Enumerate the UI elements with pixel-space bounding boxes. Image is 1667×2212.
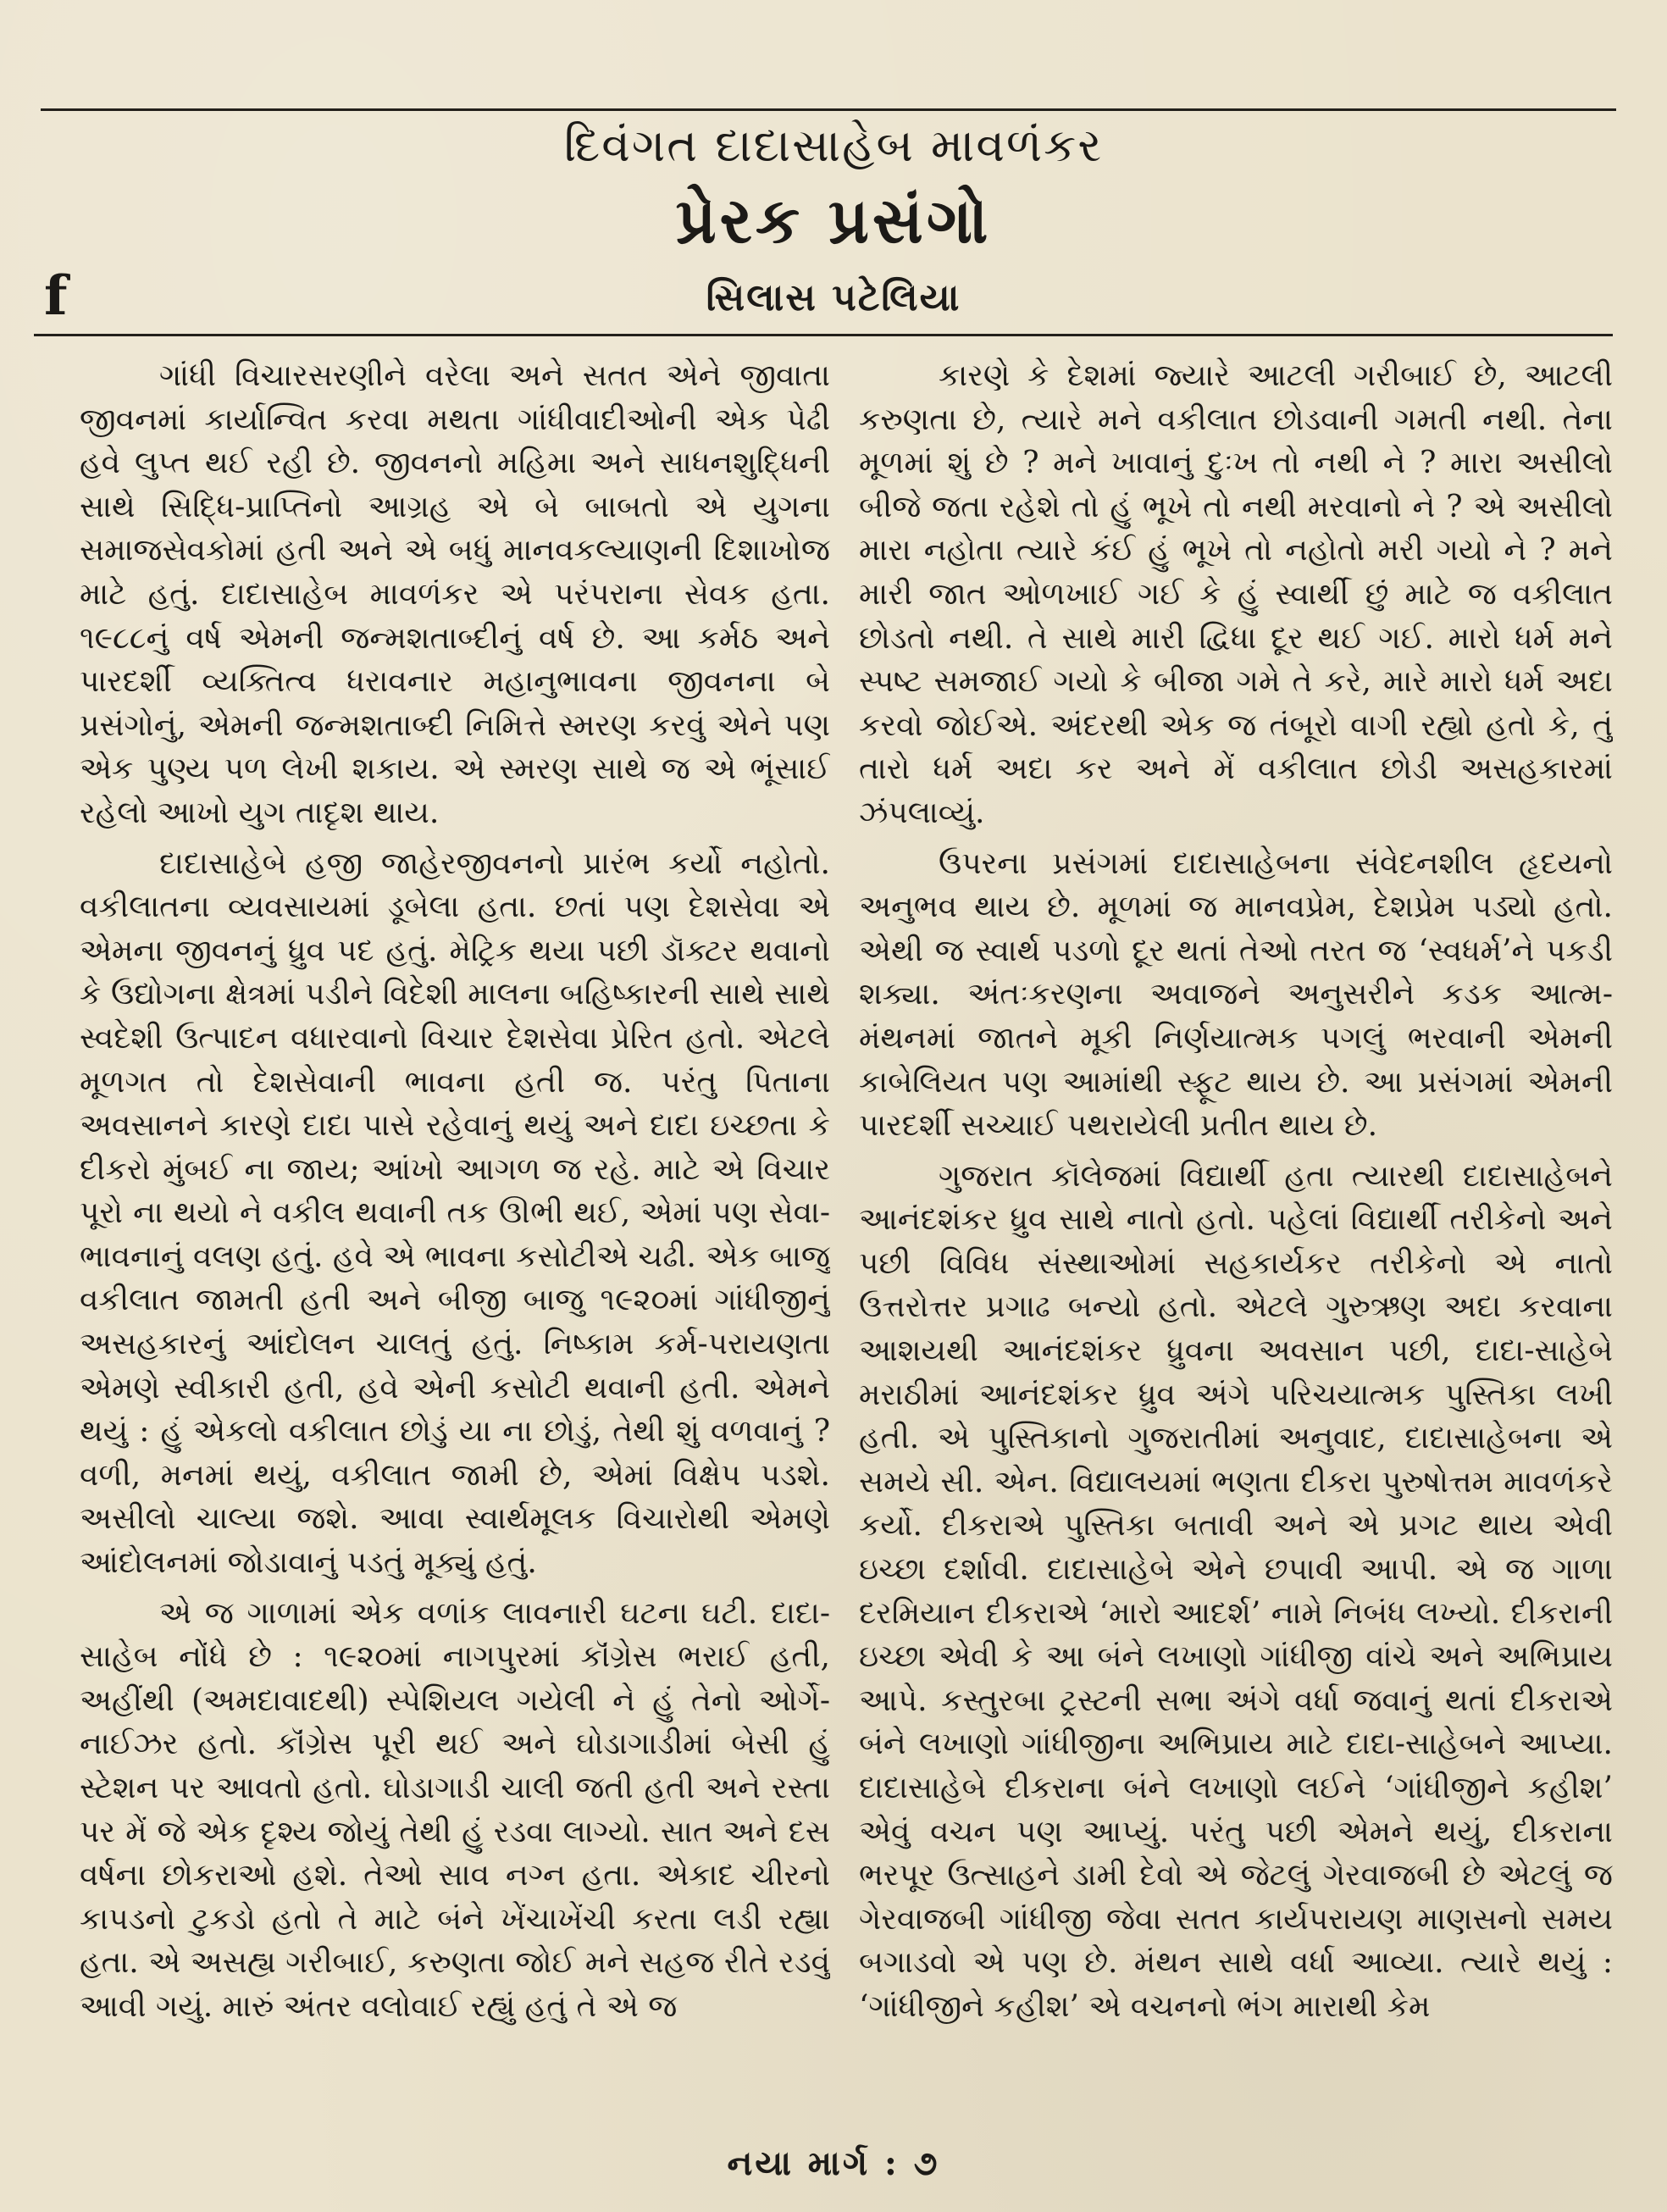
header-rule (34, 334, 1613, 336)
article-author: સિલાસ પટેલિયા (706, 276, 961, 319)
paragraph: દાદાસાહેબે હજી જાહેરજીવનનો પ્રારંભ કર્યો નહોતો. વકીલાતના વ્યવસાયમાં ડૂબેલા હતા. છતાં પણ દેશસેવા એ એમના જીવનનું ધ્રુવ પદ હતું. મેટ્રિક થયા પછી ડૉક્ટર થવાનો કે ઉદ્યોગના ક્ષેત્રમાં પડીને વિદેશી માલના બહિષ્કારની સાથે સાથે સ્વદેશી ઉત્પાદન વધારવાનો વિચાર દેશસેવા પ્રેરિત હતો. એટલે મૂળગત તો દેશસેવાની ભાવના હતી જ. પરંતુ પિતાના અવસાનને કારણે દાદા પાસે રહેવાનું થયું અને દાદા ઇચ્છતા કે દીકરો મુંબઈ ના જાય; આંખો આગળ જ રહે. માટે એ વિચાર પૂરો ના થયો ને વકીલ થવાની તક ઊભી થઈ, એમાં પણ સેવા-ભાવનાનું વલણ હતું. હવે એ ભાવના કસોટીએ ચઢી. એક બાજુ વકીલાત જામતી હતી અને બીજી બાજુ ૧૯૨૦માં ગાંધીજીનું અસહકારનું આંદોલન ચાલતું હતું. નિષ્કામ કર્મ-પરાયણતા એમણે સ્વીકારી હતી, હવે એની કસોટી થવાની હતી. એમને થયું : હું એકલો વકીલાત છોડું યા ના છોડું, તેથી શું વળવાનું ? વળી, મનમાં થયું, વકીલાત જામી છે, એમાં વિક્ષેપ પડશે. અસીલો ચાલ્યા જશે. આવા સ્વાર્થમૂલક વિચારોથી એમણે આંદોલનમાં જોડાવાનું પડતું મૂક્યું હતું. (80, 845, 830, 1581)
paragraph: ગુજરાત કૉલેજમાં વિદ્યાર્થી હતા ત્યારથી દાદાસાહેબને આનંદશંકર ધ્રુવ સાથે નાતો હતો. પહેલાં વિદ્યાર્થી તરીકેનો અને પછી વિવિધ સંસ્થાઓમાં સહકાર્યકર તરીકેનો એ નાતો ઉત્તરોત્તર પ્રગાઢ બન્યો હતો. એટલે ગુરુઋણ અદા કરવાના આશયથી આનંદશંકર ધ્રુવના અવસાન પછી, દાદા-સાહેબે મરાઠીમાં આનંદશંકર ધ્રુવ અંગે પરિચયાત્મક પુસ્તિકા લખી હતી. એ પુસ્તિકાનો ગુજરાતીમાં અનુવાદ, દાદાસાહેબના એ સમયે સી. એન. વિદ્યાલયમાં ભણતા દીકરા પુરુષોત્તમ માવળંકરે કર્યો. દીકરાએ પુસ્તિકા બતાવી અને એ પ્રગટ થાય એવી ઇચ્છા દર્શાવી. દાદાસાહેબે એને છપાવી આપી. એ જ ગાળા દરમિયાન દીકરાએ ‘મારો આદર્શ’ નામે નિબંધ લખ્યો. દીકરાની ઇચ્છા એવી કે આ બંને લખાણો ગાંધીજી વાંચે અને અભિપ્રાય આપે. કસ્તુરબા ટ્રસ્ટની સભા અંગે વર્ધા જવાનું થતાં દીકરાએ બંને લખાણો ગાંધીજીના અભિપ્રાય માટે દાદા-સાહેબને આપ્યા. દાદાસાહેબે દીકરાના બંને લખાણો લઈને ‘ગાંધીજીને કહીશ’ એવું વચન પણ આપ્યું. પરંતુ પછી એમને થયું, દીકરાના ભરપૂર ઉત્સાહને ડામી દેવો એ જેટલું ગેરવાજબી છે એટલું જ ગેરવાજબી ગાંધીજી જેવા સતત કાર્યપરાયણ માણસનો સમય બગાડવો એ પણ છે. મંથન સાથે વર્ધા આવ્યા. ત્યારે થયું : ‘ગાંધીજીને કહીશ’ એ વચનનો ભંગ મારાથી કેમ (859, 1158, 1613, 2024)
margin-mark: f (44, 264, 68, 328)
paragraph: ઉપરના પ્રસંગમાં દાદાસાહેબના સંવેદનશીલ હૃદયનો અનુભવ થાય છે. મૂળમાં જ માનવપ્રેમ, દેશપ્રેમ પડ્યો હતો. એથી જ સ્વાર્થ પડળો દૂર થતાં તેઓ તરત જ ‘સ્વધર્મ’ને પકડી શક્યા. અંતઃકરણના અવાજને અનુસરીને કડક આત્મ-મંથનમાં જાતને મૂકી નિર્ણયાત્મક પગલું ભરવાની એમની કાબેલિયત પણ આમાંથી સ્ફૂટ થાય છે. આ પ્રસંગમાં એમની પારદર્શી સચ્ચાઈ પથરાયેલી પ્રતીત થાય છે. (859, 845, 1613, 1144)
left-column (80, 354, 830, 2125)
right-column (859, 354, 1613, 2125)
article-kicker: દિવંગત દાદાસાહેબ માવળંકર (563, 119, 1104, 172)
top-rule (41, 108, 1616, 111)
paragraph: એ જ ગાળામાં એક વળાંક લાવનારી ઘટના ઘટી. દાદા-સાહેબ નોંધે છે : ૧૯૨૦માં નાગપુરમાં કૉંગ્રેસ ભરાઈ હતી, અહીંથી (અમદાવાદથી) સ્પેશિયલ ગયેલી ને હું તેનો ઓર્ગે-નાઈઝર હતો. કૉંગ્રેસ પૂરી થઈ અને ઘોડાગાડીમાં બેસી હું સ્ટેશન પર આવતો હતો. ઘોડાગાડી ચાલી જતી હતી અને રસ્તા પર મેં જે એક દૃશ્ય જોયું તેથી હું રડવા લાગ્યો. સાત અને દસ વર્ષના છોકરાઓ હશે. તેઓ સાવ નગ્ન હતા. એકાદ ચીરનો કાપડનો ટુકડો હતો તે માટે બંને ખેંચાખેંચી કરતા લડી રહ્યા હતા. એ અસહ્ય ગરીબાઈ, કરુણતા જોઈ મને સહજ રીતે રડવું આવી ગયું. મારું અંતર વલોવાઈ રહ્યું હતું તે એ જ (80, 1595, 830, 2024)
paragraph: ગાંધી વિચારસરણીને વરેલા અને સતત એને જીવાતા જીવનમાં કાર્યાન્વિત કરવા મથતા ગાંધીવાદીઓની એક પેઢી હવે લુપ્ત થઈ રહી છે. જીવનનો મહિમા અને સાધનશુદ્ધિની સાથે સિદ્ધિ-પ્રાપ્તિનો આગ્રહ એ બે બાબતો એ યુગના સમાજસેવકોમાં હતી અને એ બધું માનવકલ્યાણની દિશાખોજ માટે હતું. દાદાસાહેબ માવળંકર એ પરંપરાના સેવક હતા. ૧૯૮૮નું વર્ષ એમની જન્મશતાબ્દીનું વર્ષ છે. આ કર્મઠ અને પારદર્શી વ્યક્તિત્વ ધરાવનાર મહાનુભાવના જીવનના બે પ્રસંગોનું, એમની જન્મશતાબ્દી નિમિત્તે સ્મરણ કરવું એને પણ એક પુણ્ય પળ લેખી શકાય. એ સ્મરણ સાથે જ એ ભૂંસાઈ રહેલો આખો યુગ તાદૃશ થાય. (80, 358, 830, 830)
article-title: પ્રેરક પ્રસંગો (675, 185, 992, 258)
paragraph: કારણે કે દેશમાં જ્યારે આટલી ગરીબાઈ છે, આટલી કરુણતા છે, ત્યારે મને વકીલાત છોડવાની ગમતી નથી. તેના મૂળમાં શું છે ? મને ખાવાનું દુઃખ તો નથી ને ? મારા અસીલો બીજે જતા રહેશે તો હું ભૂખે તો નથી મરવાનો ને ? એ અસીલો મારા નહોતા ત્યારે કંઈ હું ભૂખે તો નહોતો મરી ગયો ને ? મને મારી જાત ઓળખાઈ ગઈ કે હું સ્વાર્થી છું માટે જ વકીલાત છોડતો નથી. તે સાથે મારી દ્વિધા દૂર થઈ ગઈ. મારો ધર્મ મને સ્પષ્ટ સમજાઈ ગયો કે બીજા ગમે તે કરે, મારે મારો ધર્મ અદા કરવો જોઈએ. અંદરથી એક જ તંબૂરો વાગી રહ્યો હતો કે, તું તારો ધર્મ અદા કર અને મેં વકીલાત છોડી અસહકારમાં ઝંપલાવ્યું. (859, 358, 1613, 830)
page-footer: નયા માર્ગ : ૭ (727, 2143, 940, 2183)
